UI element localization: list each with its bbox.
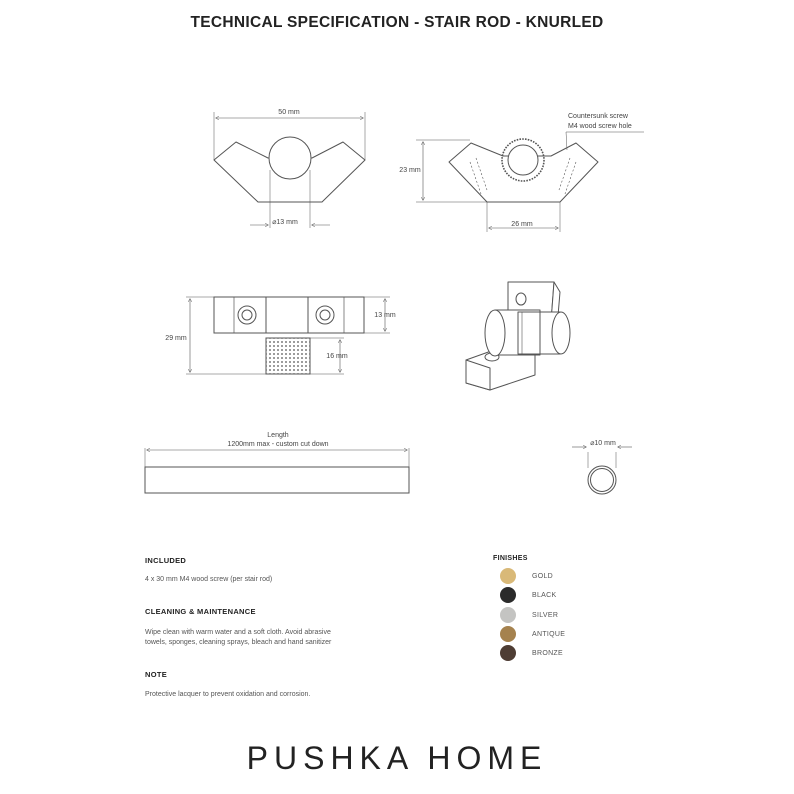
dim-top-hole: ⌀13 mm (272, 219, 298, 226)
cleaning-line2: towels, sponges, cleaning sprays, bleach and hand sanitizer (145, 639, 332, 646)
dim-rod-diameter: ⌀10 mm (590, 440, 616, 447)
finish-silver (500, 607, 558, 623)
rod-length-view (145, 448, 409, 493)
dim-length-value: 1200mm max - custom cut down (227, 441, 329, 448)
finish-swatch-black (500, 587, 516, 603)
note-heading: NOTE (145, 670, 168, 679)
dim-front-total-height: 29 mm (165, 335, 187, 342)
dim-front-knurl-height: 16 mm (326, 353, 348, 360)
side-view-bracket (416, 132, 644, 232)
front-view-bracket (186, 297, 390, 374)
finish-label-antique: ANTIQUE (532, 630, 566, 638)
dim-side-base: 26 mm (511, 221, 533, 228)
dim-length-label: Length (267, 432, 289, 439)
finish-swatch-gold (500, 568, 516, 584)
finishes-heading: FINISHES (493, 555, 528, 562)
finish-label-bronze: BRONZE (532, 649, 563, 657)
dim-top-width: 50 mm (278, 109, 300, 116)
rod-section-view (572, 447, 632, 494)
note-text: Protective lacquer to prevent oxidation and corrosion. (145, 691, 311, 698)
included-heading: INCLUDED (145, 556, 187, 565)
dim-side-height: 23 mm (399, 167, 421, 174)
screw-note-line2: M4 wood screw hole (568, 123, 632, 130)
page-title: TECHNICAL SPECIFICATION - STAIR ROD - KNURLED (190, 14, 604, 31)
finish-label-silver: SILVER (532, 611, 559, 619)
finish-bronze (500, 645, 563, 661)
screw-note-line1: Countersunk screw (568, 113, 628, 120)
finish-label-black: BLACK (532, 591, 557, 599)
finish-gold (500, 568, 553, 584)
cleaning-line1: Wipe clean with warm water and a soft cloth. Avoid abrasive (145, 629, 331, 636)
cleaning-heading: CLEANING & MAINTENANCE (145, 607, 256, 616)
top-view-bracket (214, 112, 365, 228)
isometric-view-bracket (466, 282, 570, 390)
dim-front-block-height: 13 mm (374, 312, 396, 319)
brand-logo: PUSHKA HOME (246, 740, 548, 776)
finish-swatch-bronze (500, 645, 516, 661)
finish-swatch-silver (500, 607, 516, 623)
finish-antique (500, 626, 565, 642)
finish-black (500, 587, 556, 603)
finish-swatch-antique (500, 626, 516, 642)
included-text: 4 x 30 mm M4 wood screw (per stair rod) (145, 576, 273, 583)
finish-label-gold: GOLD (532, 572, 554, 580)
